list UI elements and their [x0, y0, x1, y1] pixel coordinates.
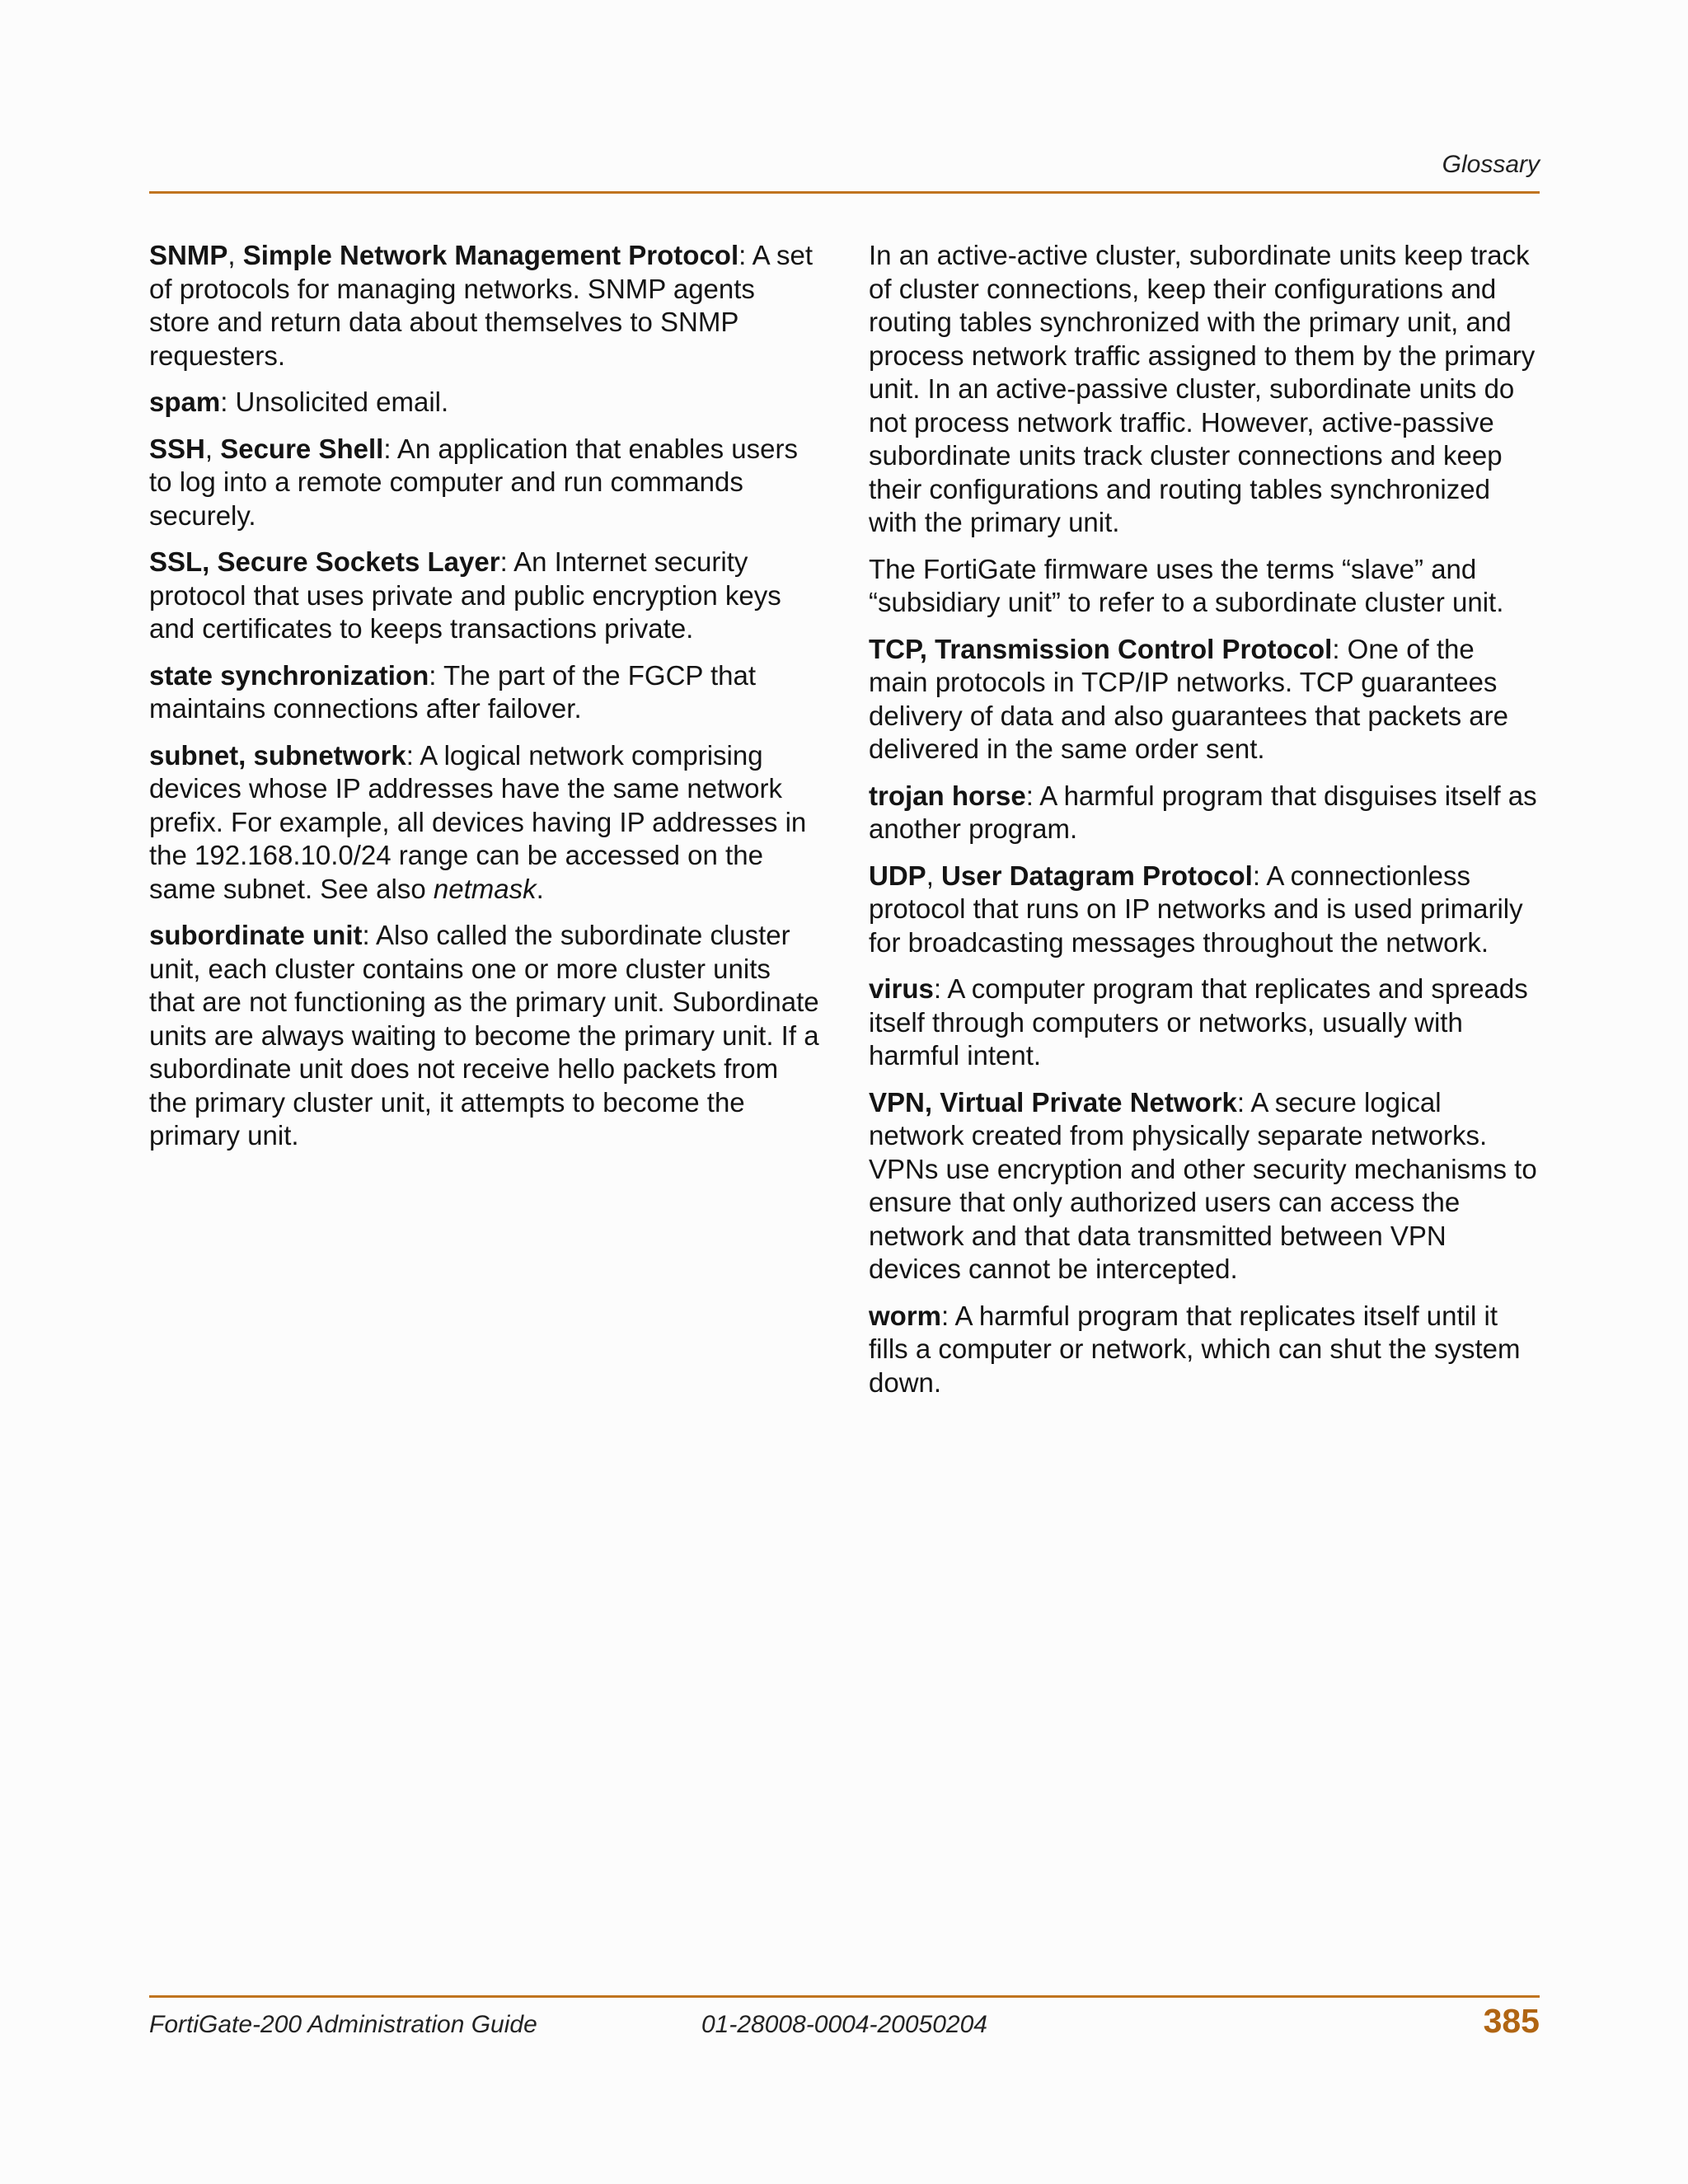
- glossary-entry-vpn: [869, 1086, 1540, 1286]
- running-header: Glossary: [1442, 151, 1540, 178]
- separator: ,: [204, 433, 221, 464]
- term: state synchronization: [149, 659, 429, 691]
- definition: : An application that enables users to log into a remote computer and run commands securely.: [149, 433, 798, 531]
- term: subordinate unit: [149, 920, 363, 950]
- term: User Datagram Protocol: [941, 860, 1253, 891]
- definition: : The part of the FGCP that maintains connections after failover.: [149, 659, 757, 724]
- term: subnet, subnetwork: [149, 739, 406, 771]
- glossary-entry-subordinate-unit: [149, 919, 821, 1153]
- definition: : A harmful program that replicates itself until it fills a computer or network, which can shut the system down.: [869, 1300, 1521, 1398]
- definition: : A set of protocols for managing networks. SNMP agents store and return data about themselves to SNMP requesters.: [149, 240, 814, 371]
- glossary-entry-ssh: [149, 433, 821, 533]
- glossary-entry-udp: [869, 860, 1540, 960]
- term: VPN, Virtual Private Network: [869, 1086, 1237, 1118]
- footer-document-number: 01-28008-0004-20050204: [701, 2011, 987, 2038]
- term: Simple Network Management Protocol: [242, 240, 739, 270]
- glossary-entry-worm: [869, 1300, 1540, 1400]
- footer-rule: [149, 1995, 1540, 1998]
- see-also-reference: netmask: [433, 873, 537, 904]
- definition: : One of the main protocols in TCP/IP networks. TCP guarantees delivery of data and also guarantees that packets are delivered in the same order sent.: [869, 633, 1508, 764]
- glossary-entry-tcp: [869, 633, 1540, 766]
- glossary-entry-snmp: [149, 239, 821, 373]
- right-column: [869, 239, 1540, 1413]
- term: UDP: [869, 860, 926, 891]
- definition: : A secure logical network created from physically separate networks. VPNs use encryption and other security mechanisms to ensure that only authorized users can access the network and that data transmitted between VPN devices cannot be intercepted.: [869, 1086, 1537, 1284]
- definition: : A logical network comprising devices whose IP addresses have the same network prefix. For example, all devices having IP addresses in the 192.168.10.0/24 range can be accessed on the same subnet. See also: [149, 739, 807, 904]
- punctuation: .: [536, 873, 544, 904]
- separator: ,: [926, 860, 942, 891]
- glossary-entry-ssl: [149, 546, 821, 646]
- term: trojan horse: [869, 780, 1026, 811]
- definition: : Unsolicited email.: [220, 387, 449, 417]
- definition: : A computer program that replicates and spreads itself through computers or networks, usually with harmful intent.: [869, 973, 1528, 1071]
- separator: ,: [227, 240, 243, 270]
- glossary-entry-subnet: [149, 739, 821, 907]
- header-rule: [149, 191, 1540, 194]
- term: TCP, Transmission Control Protocol: [869, 633, 1333, 664]
- glossary-entry-subordinate-unit-note: The FortiGate firmware uses the terms “slave” and “subsidiary unit” to refer to a subordinate cluster unit.: [869, 553, 1504, 617]
- term: virus: [869, 973, 934, 1004]
- definition: : Also called the subordinate cluster unit, each cluster contains one or more cluster units that are not functioning as the primary unit. Subordinate units are always waiting to become the primary unit. If a subordinate unit does not receive hello packets from the primary cluster unit, it attempts to become the primary unit.: [149, 920, 819, 1151]
- definition: : A harmful program that disguises itself as another program.: [869, 780, 1537, 844]
- glossary-entry-state-synchronization: [149, 659, 821, 726]
- glossary-entry-virus: [869, 972, 1540, 1073]
- term: Secure Shell: [220, 433, 384, 464]
- left-column: [149, 239, 821, 1166]
- definition: : An Internet security protocol that uses private and public encryption keys and certificates to keeps transactions private.: [149, 546, 781, 644]
- glossary-entry-spam: [149, 386, 821, 419]
- term: SSL, Secure Sockets Layer: [149, 546, 500, 577]
- footer-guide-title: FortiGate-200 Administration Guide: [149, 2011, 537, 2038]
- term: worm: [869, 1300, 942, 1331]
- definition: : A connectionless protocol that runs on IP networks and is used primarily for broadcasting messages throughout the network.: [869, 860, 1523, 958]
- term: SSH: [149, 433, 205, 464]
- term: spam: [149, 387, 221, 417]
- term: SNMP: [149, 240, 228, 270]
- glossary-entry-trojan-horse: [869, 780, 1540, 846]
- glossary-entry-subordinate-unit-continued: In an active-active cluster, subordinate units keep track of cluster connections, keep their configurations and routing tables synchronized with the primary unit, and process network traffic assigned to them by the primary unit. In an active-passive cluster, subordinate units do not process network traffic. However, active-passive subordinate units track cluster connections and keep their configurations and routing tables synchronized with the primary unit.: [869, 240, 1536, 537]
- page-number: 385: [1483, 2002, 1540, 2040]
